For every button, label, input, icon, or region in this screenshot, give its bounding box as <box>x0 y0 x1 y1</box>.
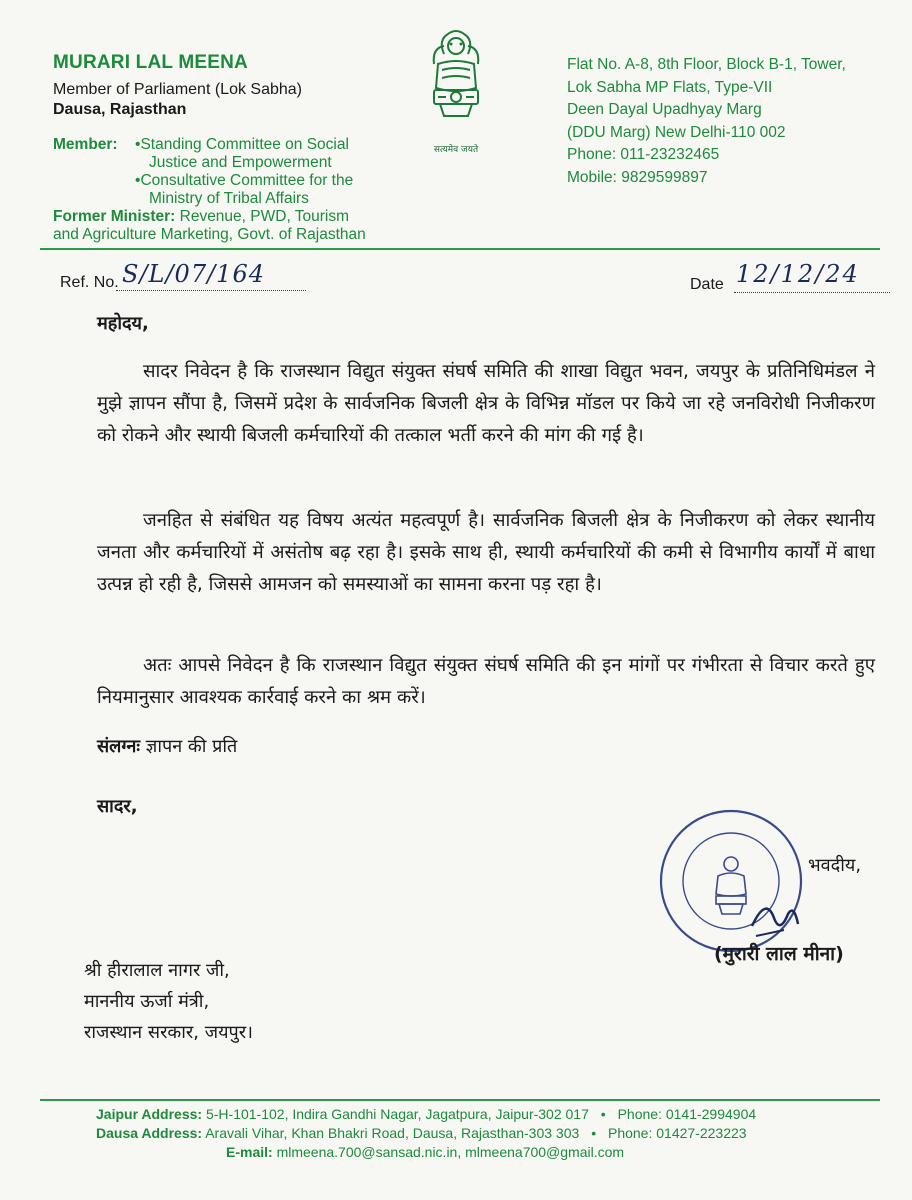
paragraph-3-first: अतः आपसे निवेदन है कि राजस्थान विद्युत संयुक्त संघर्ष समिति की इन मांगों पर गंभीरता <box>143 655 743 676</box>
date-label: Date <box>690 276 724 293</box>
address-line: Lok Sabha MP Flats, Type-VII <box>567 78 773 96</box>
address-line: Deen Dayal Upadhyay Marg <box>567 101 762 118</box>
paragraph-1-rest: के प्रतिनिधिमंडल ने मुझे ज्ञापन सौंपा है, जिसमें प्रदेश के सार्वजनिक बिजली क्षेत्र के विभिन्न मॉडल पर किये जा रहे जनविरोधी निजीकरण को रोकने और स्थायी बिजली कर्मचारियों की तत्काल भर्ती करने की मांग की गई है। <box>97 361 875 446</box>
emblem-motto: सत्यमेव जयते <box>433 145 479 155</box>
committee-memberships: Member: •Standing Committee on Social Justice and Empowerment •Consultative Committee for the Ministry of Tribal Affairs Former Minister: Revenue, PWD, Tourism and Agriculture Marketing, Govt. of Rajasthan <box>53 136 413 244</box>
paragraph-3-rest: से विचार करते हुए नियमानुसार आवश्यक कार्रवाई करने का श्रम करें। <box>97 655 875 708</box>
email-addresses: mlmeena.700@sansad.nic.in, mlmeena700@gmail.com <box>276 1144 625 1160</box>
date-dotted-line <box>734 292 890 293</box>
sender-constituency: Dausa, Rajasthan <box>53 101 187 118</box>
dausa-address-label: Dausa Address: <box>96 1125 203 1141</box>
member-item: Consultative Committee for the <box>140 172 354 189</box>
paragraph-2 <box>97 505 875 601</box>
enclosure-text: ज्ञापन की प्रति <box>145 736 238 757</box>
member-label: Member: <box>53 136 118 153</box>
recipient-line: माननीय ऊर्जा मंत्री, <box>84 991 210 1012</box>
phone-line: Phone: 011-23232465 <box>567 146 720 163</box>
member-item: Standing Committee on Social <box>140 136 349 153</box>
former-minister-line1: Revenue, PWD, Tourism <box>179 208 350 225</box>
address-line: (DDU Marg) New Delhi-110 002 <box>567 123 786 141</box>
ref-dotted-line <box>116 290 306 291</box>
paragraph-2-rest: को लेकर स्थानीय जनता और कर्मचारियों में असंतोष बढ़ रहा है। इसके साथ ही, स्थायी कर्मचारियों की कमी से विभागीय कार्यों में बाधा उत्पन्न हो रही है, जिससे आमजन को समस्याओं का सामना करना पड़ रहा है। <box>97 510 875 595</box>
recipient-line: श्री हीरालाल नागर जी, <box>84 960 230 981</box>
enclosure <box>97 734 237 758</box>
signatory-name: (मुरारी लाल मीना) <box>714 943 844 965</box>
enclosure-label: संलग्नः <box>97 736 141 757</box>
member-item: Ministry of Tribal Affairs <box>149 190 309 207</box>
header-divider <box>40 248 880 250</box>
email-label: E-mail: <box>226 1144 273 1160</box>
jaipur-phone: Phone: 0141-2994904 <box>617 1106 757 1122</box>
recipient-line: राजस्थान सरकार, जयपुर। <box>84 1022 253 1043</box>
date-value: 12/12/24 <box>736 260 860 288</box>
delhi-address <box>567 54 887 189</box>
address-line: Flat No. A-8, 8th Floor, Block B-1, Tower, <box>567 56 846 73</box>
paragraph-1 <box>97 356 875 452</box>
bullet-separator: • <box>600 1106 606 1122</box>
paragraph-3 <box>97 650 875 714</box>
official-seal-icon <box>656 806 806 956</box>
sender-name: MURARI LAL MEENA <box>53 52 248 73</box>
letterhead-left <box>53 52 413 120</box>
bullet-separator: • <box>591 1125 597 1141</box>
salutation: महोदय, <box>97 313 149 334</box>
dausa-address: Aravali Vihar, Khan Bhakri Road, Dausa, Rajasthan-303 303 <box>205 1125 580 1141</box>
closing: सादर, <box>97 796 138 817</box>
paragraph-2-first: जनहित से संबंधित यह विषय अत्यंत महत्वपूर्ण है। सार्वजनिक बिजली क्षेत्र के निजीकरण <box>143 510 749 531</box>
recipient-address <box>84 955 253 1048</box>
footer-divider <box>40 1099 880 1101</box>
sender-designation: Member of Parliament (Lok Sabha) <box>53 81 302 98</box>
paragraph-1-first: सादर निवेदन है कि राजस्थान विद्युत संयुक्त संघर्ष समिति की शाखा विद्युत भवन, जयपुर <box>143 361 739 382</box>
jaipur-address: 5-H-101-102, Indira Gandhi Nagar, Jagatpura, Jaipur-302 017 <box>205 1106 589 1122</box>
dausa-phone: Phone: 01427-223223 <box>607 1125 747 1141</box>
ref-number: S/L/07/164 <box>122 260 265 288</box>
member-item: Justice and Empowerment <box>149 154 332 171</box>
national-emblem-icon <box>424 24 488 148</box>
yours-faithfully: भवदीय, <box>808 855 862 876</box>
footer <box>96 1105 896 1162</box>
former-minister-line2: and Agriculture Marketing, Govt. of Rajasthan <box>53 226 366 243</box>
mobile-line: Mobile: 9829599897 <box>567 168 708 186</box>
jaipur-address-label: Jaipur Address: <box>96 1106 203 1122</box>
ref-label: Ref. No. <box>60 274 119 291</box>
former-minister-label: Former Minister: <box>53 208 176 225</box>
